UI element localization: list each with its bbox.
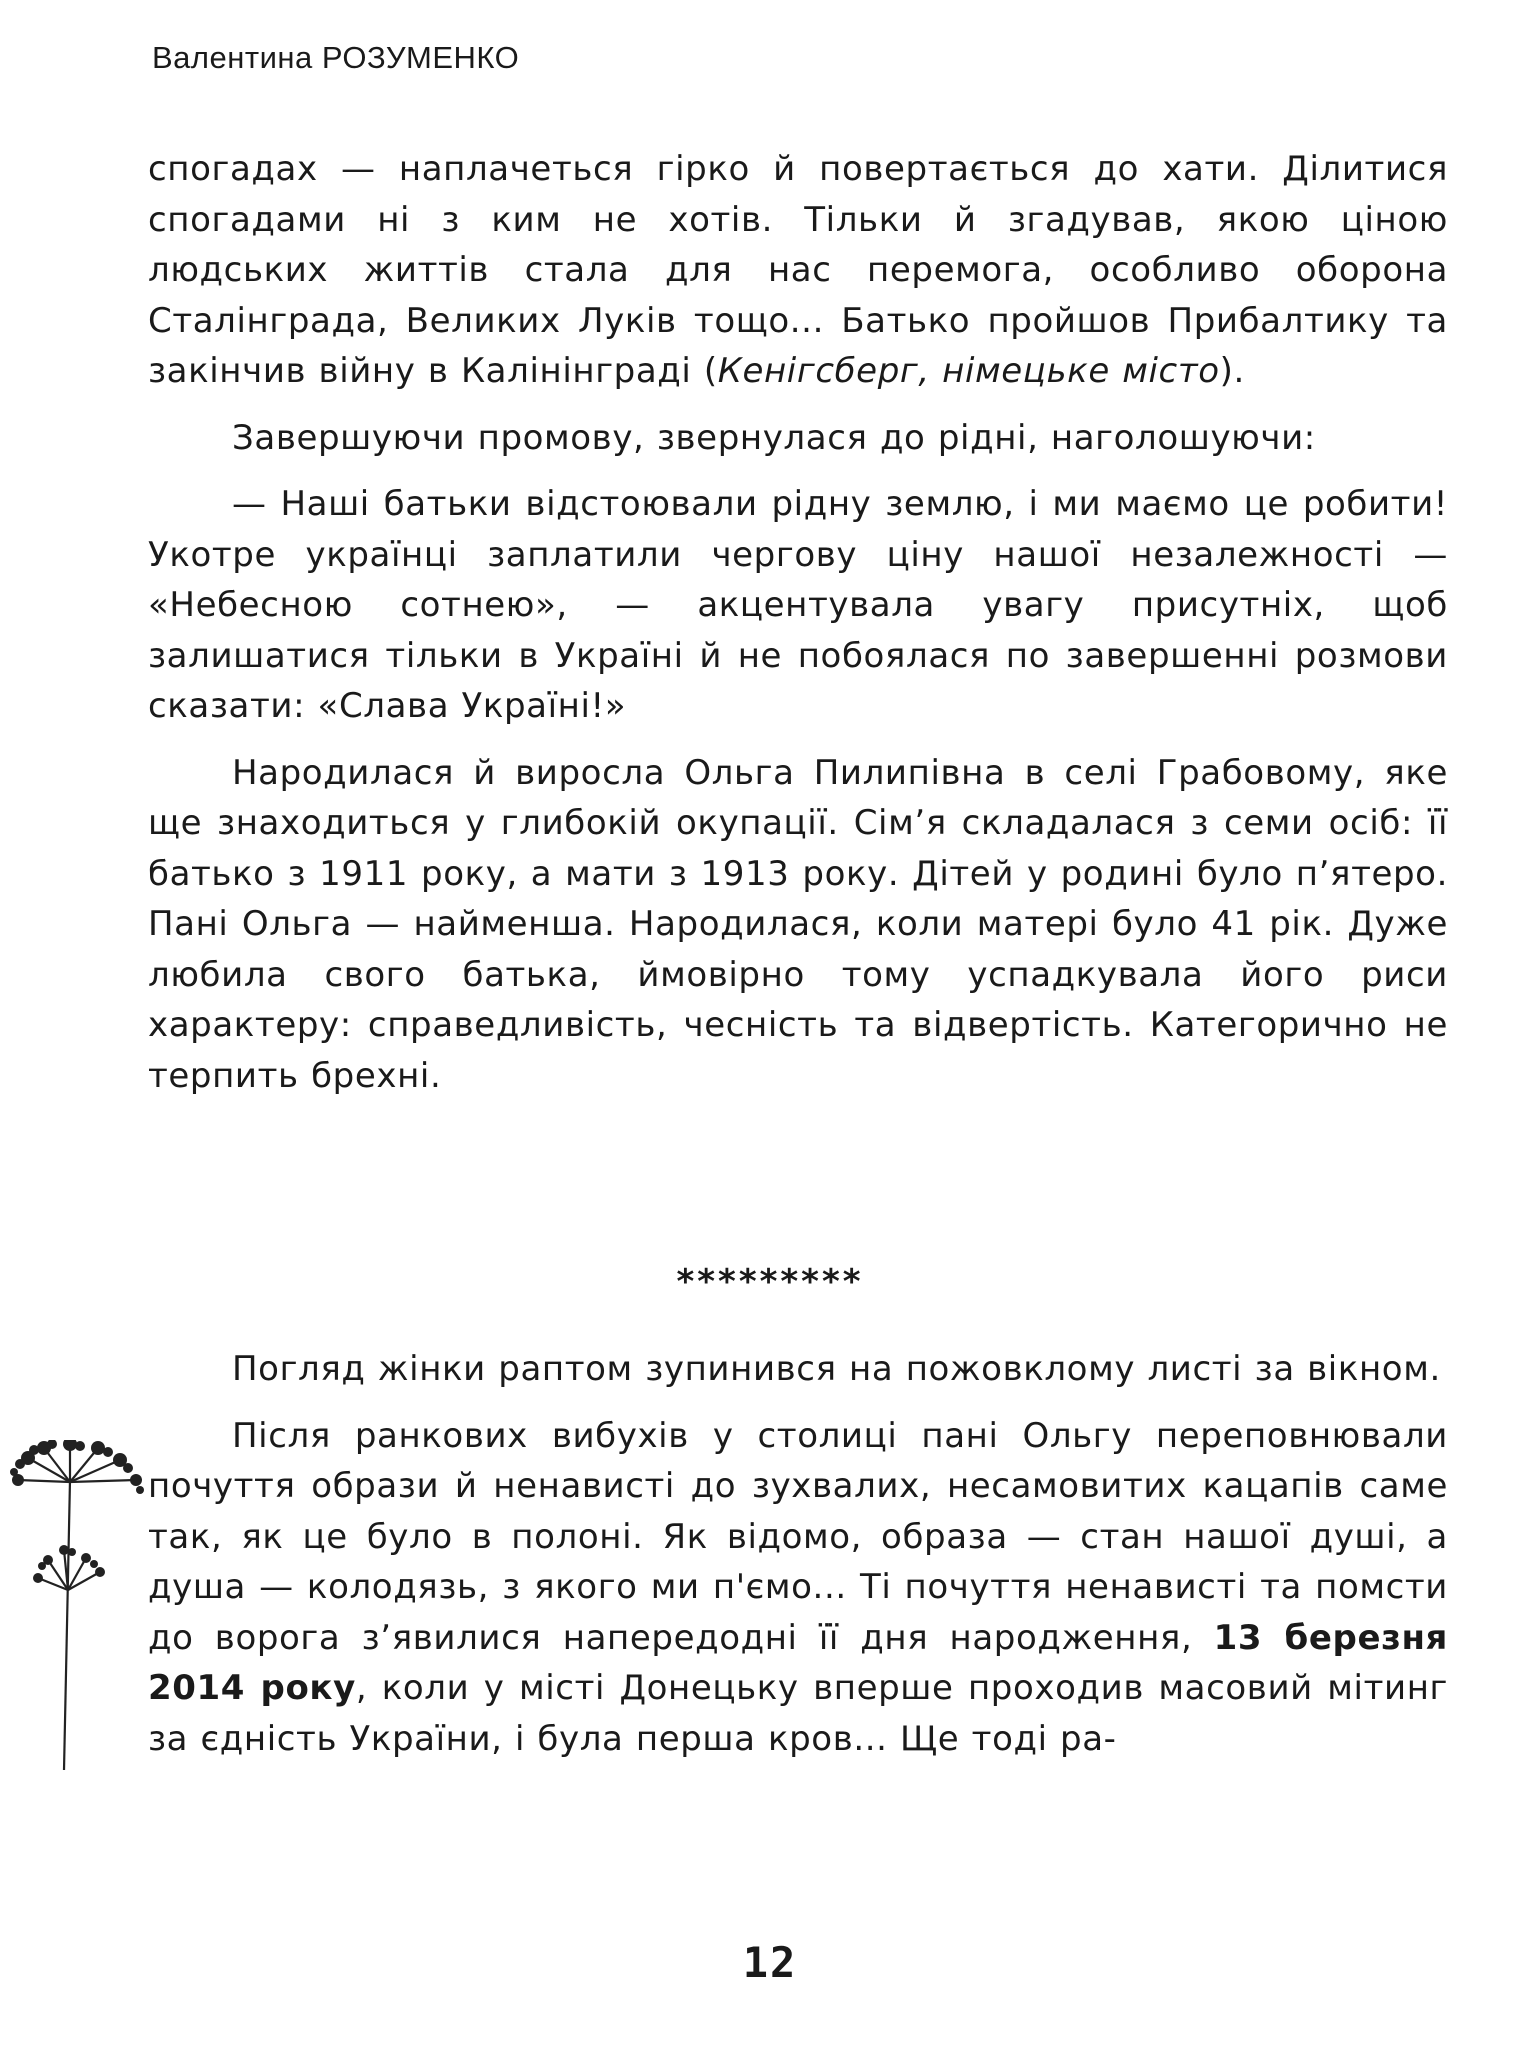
paragraph-5: Погляд жінки раптом зупинився на пожовклому листі за вікном. xyxy=(232,1349,1441,1389)
paragraph-4: Народилася й виросла Ольга Пилипівна в селі Грабовому, яке ще знаходиться у глибокій окупації. Сім’я складалася з семи осіб: її батько з 1911 року, а мати з 1913 року. Дітей у родині було п’ятеро. Пані Ольга — найменша. Народилася, коли матері було 41 рік. Дуже любила свого батька, ймовірно тому успадкувала його риси характеру: справедливість, чесність та відвертість. Категорично не терпить брехні. xyxy=(148,752,1448,1096)
dill-plant-icon xyxy=(8,1440,148,1780)
paragraph-6-text: Після ранкових вибухів у столиці пані Ольгу переповнювали почуття образи й ненависті до зухвалих, несамовитих кацапів саме так, як це було в полоні. Як відомо, образа — стан нашої душі, а душа — колодязь, з якого ми п'ємо... Ті почуття ненависті та помсти до ворога з’явилися напередодні її дня народження, xyxy=(148,1415,1448,1658)
paragraph-1-italic: Кенігсберг, німецьке місто xyxy=(717,351,1220,391)
text-block-bottom xyxy=(148,1344,1448,1764)
text-block-top xyxy=(148,144,1448,1101)
paragraph-2: Завершуючи промову, звернулася до рідні, наголошуючи: xyxy=(232,417,1316,458)
paragraph-1 xyxy=(148,144,1448,397)
paragraph-6 xyxy=(148,1411,1448,1765)
paragraph-1-text: спогадах — наплачеться гірко й повертається до хати. Ділитися спогадами ні з ким не хотів. Тільки й згадував, якою ціною людських життів стала для нас перемога, особливо оборона Сталінграда, Великих Луків тощо... Батько пройшов Прибалтику та закінчив війну в Калінінграді ( xyxy=(148,149,1448,391)
running-header-author: Валентина РОЗУМЕНКО xyxy=(152,40,520,75)
page-number: 12 xyxy=(742,1938,798,1987)
paragraph-6-bold-date: 13 березня 2014 року xyxy=(148,1617,1448,1708)
paragraph-3-dialogue: — Наші батьки відстоювали рідну землю, і ми маємо це робити! Укотре українці заплатили чергову ціну нашої незалежності — «Небесною сотнею», — акцентувала увагу присутніх, щоб залишатися тільки в Україні й не побоялася по завершенні розмови сказати: «Слава Україні!» xyxy=(148,484,1448,726)
paragraph-1-end: ). xyxy=(1219,351,1245,391)
paragraph-6-end: , коли у місті Донецьку вперше проходив масовий мітинг за єдність України, і була перша кров... Ще тоді ра- xyxy=(148,1668,1448,1759)
section-separator: ********* xyxy=(676,1262,864,1302)
